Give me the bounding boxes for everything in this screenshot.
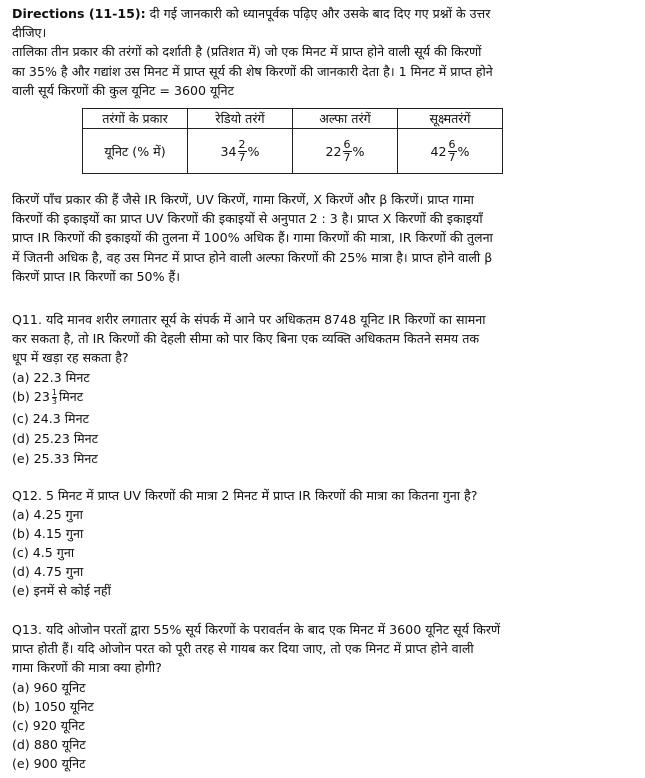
option-b-denominator: 3 [51, 397, 57, 406]
directions-label: Directions (11-15): [12, 6, 146, 21]
table-row-label: यूनिट (% में) [83, 129, 188, 174]
table-header-cell: सूक्ष्मतरंगें [398, 109, 503, 129]
option-b-unit: मिनट [58, 389, 84, 404]
passage-line: किरणें पाँच प्रकार की हैं जैसे IR किरणें, UV किरणें, गामा किरणें, X किरणें और β किरणें। प्राप्त गामा [12, 192, 474, 207]
option-b-numerator: 1 [51, 388, 57, 397]
table-header-cell: अल्फा तरंगें [293, 109, 398, 129]
question-text: Q11. यदि मानव शरीर लगातार सूर्य के संपर्क में आने पर अधिकतम 8748 यूनिट IR किरणों का सामना [12, 312, 486, 327]
cell-whole: 22 [325, 143, 342, 159]
directions-line-5: वाली सूर्य किरणों की कुल यूनिट = 3600 यूनिट [12, 82, 234, 98]
cell-denominator: 7 [448, 150, 456, 164]
wave-table [82, 108, 503, 174]
table-header-cell: रेडियो तरंगें [188, 109, 293, 129]
cell-whole: 42 [430, 143, 447, 159]
table-cell-alpha [293, 129, 398, 174]
question-text: Q12. 5 मिनट में प्राप्त UV किरणों की मात्रा 2 मिनट में प्राप्त IR किरणों की मात्रा का कितना गुना है? [12, 488, 478, 503]
passage-line: किरणें प्राप्त IR किरणों का 50% हैं। [12, 268, 180, 284]
passage-line: प्राप्त IR किरणों की इकाइयों की तुलना में 100% अधिक हैं। गामा किरणों की मात्रा, IR किरणों की तुलना [12, 230, 493, 246]
cell-whole: 34 [220, 143, 237, 159]
directions-line-4: का 35% है और गद्यांश उस मिनट में प्राप्त सूर्य की शेष किरणों की जानकारी देता है। 1 मिनट में प्राप्त होने [12, 63, 493, 79]
directions-line-1 [12, 4, 632, 23]
directions-line-2: दीजिए। [12, 25, 47, 41]
q13-option-b[interactable]: (b) 1050 यूनिट [12, 699, 94, 714]
q12-option-a[interactable]: (a) 4.25 गुना [12, 507, 83, 522]
question-text: गामा किरणों की मात्रा क्या होगी? [12, 660, 162, 676]
passage-block [12, 190, 632, 286]
cell-numerator: 6 [448, 137, 456, 151]
table-cell-micro [398, 129, 503, 174]
q12-option-e[interactable]: (e) इनमें से कोई नहीं [12, 583, 111, 598]
passage-line: किरणों की इकाइयों का प्राप्त UV किरणों की इकाइयों से अनुपात 2 : 3 है। प्राप्त X किरणों की इकाइयाँ [12, 211, 483, 227]
directions-line-3: तालिका तीन प्रकार की तरंगों को दर्शाती है (प्रतिशत में) जो एक मिनट में प्राप्त होने वाली सूर्य की किरणों [12, 44, 482, 60]
question-13 [12, 620, 632, 678]
option-b-whole: (b) 23 [12, 389, 50, 404]
passage-line: में जितनी अधिक है, वह उस मिनट में प्राप्त होने वाली अल्फा किरणों की 25% मात्रा है। प्राप्त होने वाली β [12, 249, 493, 265]
q11-option-c[interactable]: (c) 24.3 मिनट [12, 411, 89, 426]
table-row [83, 129, 503, 174]
question-12 [12, 486, 632, 505]
q11-option-a[interactable]: (a) 22.3 मिनट [12, 370, 90, 385]
cell-denominator: 7 [343, 150, 351, 164]
cell-numerator: 6 [343, 137, 351, 151]
question-text: धूप में खड़ा रह सकता है? [12, 350, 129, 366]
cell-unit: % [352, 143, 365, 159]
question-text: प्राप्त होती हैं। यदि ओजोन परत को पूरी तरह से गायब कर दिया जाए, तो एक मिनट में प्राप्त होने वाली [12, 641, 474, 657]
q11-option-b[interactable] [12, 387, 83, 406]
q12-option-d[interactable]: (d) 4.75 गुना [12, 564, 84, 579]
question-text: कर सकता है, तो IR किरणों की देहली सीमा को पार किए बिना एक व्यक्ति अधिकतम कितने समय तक [12, 331, 480, 347]
table-header-row [83, 109, 503, 129]
q12-option-b[interactable]: (b) 4.15 गुना [12, 526, 84, 541]
directions-text-1: दी गई जानकारी को ध्यानपूर्वक पढ़िए और उसके बाद दिए गए प्रश्नों के उत्तर [149, 6, 491, 21]
cell-denominator: 7 [238, 150, 246, 164]
q13-option-a[interactable]: (a) 960 यूनिट [12, 680, 86, 695]
q13-option-d[interactable]: (d) 880 यूनिट [12, 737, 86, 752]
question-11 [12, 310, 632, 368]
q13-option-e[interactable]: (e) 900 यूनिट [12, 756, 86, 771]
table-cell-radio [188, 129, 293, 174]
cell-unit: % [457, 143, 470, 159]
q11-option-e[interactable]: (e) 25.33 मिनट [12, 451, 98, 466]
cell-unit: % [247, 143, 260, 159]
q11-option-d[interactable]: (d) 25.23 मिनट [12, 431, 99, 446]
question-text: Q13. यदि ओजोन परतों द्वारा 55% सूर्य किरणों के परावर्तन के बाद एक मिनट में 3600 यूनिट सूर्य किरणें [12, 622, 501, 637]
q13-option-c[interactable]: (c) 920 यूनिट [12, 718, 85, 733]
cell-numerator: 2 [238, 137, 246, 151]
directions-block [12, 4, 632, 100]
q12-option-c[interactable]: (c) 4.5 गुना [12, 545, 75, 560]
table-header-cell: तरंगों के प्रकार [83, 109, 188, 129]
